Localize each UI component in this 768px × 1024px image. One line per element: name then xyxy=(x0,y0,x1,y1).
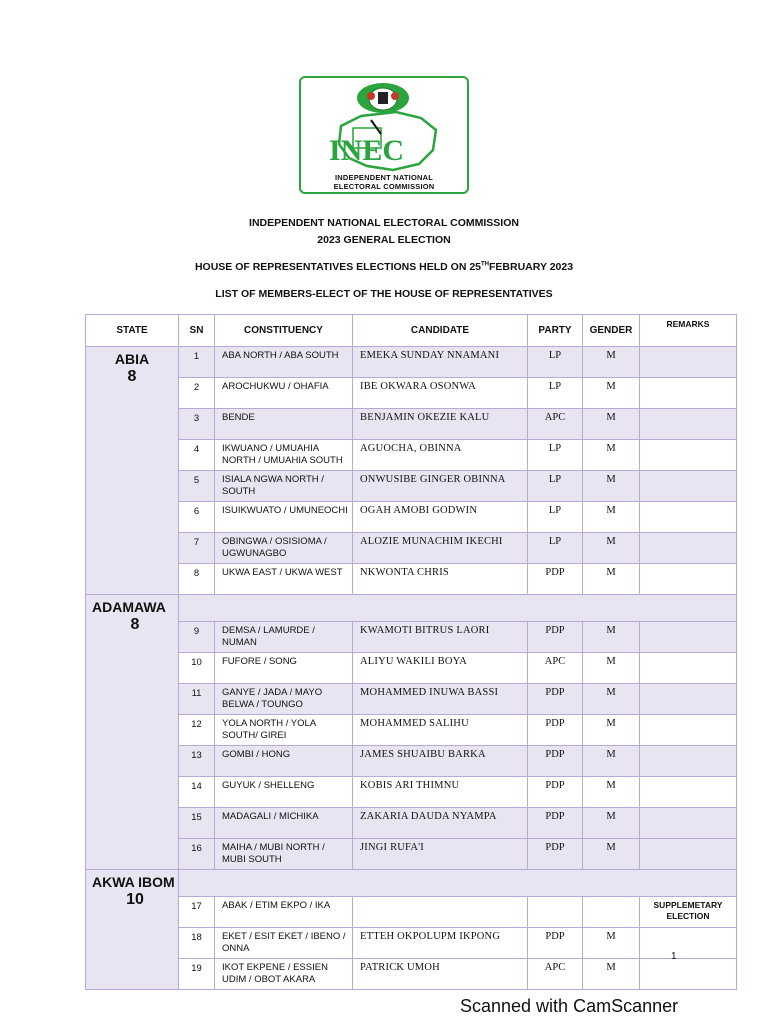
gender-cell: M xyxy=(583,808,640,839)
party-cell: LP xyxy=(528,502,583,533)
heading-list-title: LIST OF MEMBERS-ELECT OF THE HOUSE OF REPRESENTATIVES xyxy=(215,288,553,300)
table-row xyxy=(86,777,737,808)
sn-cell: 3 xyxy=(179,409,215,440)
sn-cell: 4 xyxy=(179,440,215,471)
constituency-cell: EKET / ESIT EKET / IBENO / ONNA xyxy=(215,928,353,959)
sn-cell: 15 xyxy=(179,808,215,839)
gender-cell: M xyxy=(583,440,640,471)
constituency-cell: MAIHA / MUBI NORTH / MUBI SOUTH xyxy=(215,839,353,870)
remarks-cell xyxy=(640,440,737,471)
party-cell: APC xyxy=(528,959,583,990)
sn-cell: 6 xyxy=(179,502,215,533)
subtitle-post: FEBRUARY 2023 xyxy=(489,261,574,273)
remarks-cell: SUPPLEMETARY ELECTION xyxy=(640,897,737,928)
remarks-cell xyxy=(640,378,737,409)
remarks-cell xyxy=(640,622,737,653)
table-header-row xyxy=(86,315,737,347)
remarks-cell xyxy=(640,959,737,990)
party-cell: APC xyxy=(528,653,583,684)
empty-cell xyxy=(179,595,737,622)
remarks-cell xyxy=(640,746,737,777)
candidate-cell xyxy=(353,897,528,928)
table-row xyxy=(86,471,737,502)
constituency-cell: MADAGALI / MICHIKA xyxy=(215,808,353,839)
heading-org: INDEPENDENT NATIONAL ELECTORAL COMMISSION xyxy=(249,217,519,229)
constituency-cell: BENDE xyxy=(215,409,353,440)
state-name: AKWA IBOM xyxy=(92,874,175,890)
constituency-cell: IKOT EKPENE / ESSIEN UDIM / OBOT AKARA xyxy=(215,959,353,990)
candidate-cell: IBE OKWARA OSONWA xyxy=(353,378,528,409)
constituency-cell: ABA NORTH / ABA SOUTH xyxy=(215,347,353,378)
candidate-cell: AGUOCHA, OBINNA xyxy=(353,440,528,471)
state-name: ABIA xyxy=(114,351,150,367)
candidate-cell: JINGI RUFA'I xyxy=(353,839,528,870)
candidate-cell: MOHAMMED SALIHU xyxy=(353,715,528,746)
remarks-cell xyxy=(640,502,737,533)
subtitle-sup: TH xyxy=(481,261,490,268)
state-cell xyxy=(86,347,179,595)
logo-line-2: ELECTORAL COMMISSION xyxy=(333,182,435,191)
remarks-cell xyxy=(640,928,737,959)
constituency-cell: FUFORE / SONG xyxy=(215,653,353,684)
constituency-cell: ABAK / ETIM EKPO / IKA xyxy=(215,897,353,928)
candidate-cell: KOBIS ARI THIMNU xyxy=(353,777,528,808)
state-cell xyxy=(86,870,179,990)
party-cell: PDP xyxy=(528,684,583,715)
table-row xyxy=(86,440,737,471)
constituency-cell: UKWA EAST / UKWA WEST xyxy=(215,564,353,595)
gender-cell: M xyxy=(583,959,640,990)
party-cell: PDP xyxy=(528,564,583,595)
constituency-cell: GOMBI / HONG xyxy=(215,746,353,777)
table-row xyxy=(86,653,737,684)
party-cell: LP xyxy=(528,471,583,502)
party-cell: PDP xyxy=(528,777,583,808)
remarks-cell xyxy=(640,777,737,808)
sn-cell: 8 xyxy=(179,564,215,595)
state-name: ADAMAWA xyxy=(92,599,166,615)
table-row xyxy=(86,839,737,870)
table-row xyxy=(86,959,737,990)
remarks-cell xyxy=(640,684,737,715)
gender-cell: M xyxy=(583,347,640,378)
remarks-cell xyxy=(640,808,737,839)
party-cell: PDP xyxy=(528,715,583,746)
col-gender: GENDER xyxy=(583,315,640,347)
logo-line-1: INDEPENDENT NATIONAL xyxy=(334,173,434,182)
state-seat-count: 8 xyxy=(127,368,137,385)
state-cell xyxy=(86,595,179,870)
party-cell: LP xyxy=(528,347,583,378)
constituency-cell: GUYUK / SHELLENG xyxy=(215,777,353,808)
table-row xyxy=(86,533,737,564)
gender-cell: M xyxy=(583,409,640,440)
gender-cell: M xyxy=(583,777,640,808)
party-cell: LP xyxy=(528,378,583,409)
sn-cell: 19 xyxy=(179,959,215,990)
table-row xyxy=(86,746,737,777)
party-cell: PDP xyxy=(528,622,583,653)
table-body xyxy=(86,347,737,990)
sn-cell: 12 xyxy=(179,715,215,746)
remarks-cell xyxy=(640,839,737,870)
remarks-cell xyxy=(640,533,737,564)
state-seat-count: 10 xyxy=(126,891,144,908)
remarks-cell xyxy=(640,564,737,595)
candidate-cell: ETTEH OKPOLUPM IKPONG xyxy=(353,928,528,959)
sn-cell: 11 xyxy=(179,684,215,715)
table-row xyxy=(86,622,737,653)
candidate-cell: ALOZIE MUNACHIM IKECHI xyxy=(353,533,528,564)
candidate-cell: BENJAMIN OKEZIE KALU xyxy=(353,409,528,440)
sn-cell: 5 xyxy=(179,471,215,502)
candidate-cell: MOHAMMED INUWA BASSI xyxy=(353,684,528,715)
sn-cell: 13 xyxy=(179,746,215,777)
table-row xyxy=(86,715,737,746)
col-state: STATE xyxy=(86,315,179,347)
party-cell: PDP xyxy=(528,839,583,870)
candidate-cell: ALIYU WAKILI BOYA xyxy=(353,653,528,684)
sn-cell: 14 xyxy=(179,777,215,808)
table-row xyxy=(86,347,737,378)
gender-cell: M xyxy=(583,746,640,777)
remarks-cell xyxy=(640,715,737,746)
col-remarks: REMARKS xyxy=(640,315,737,347)
empty-cell xyxy=(179,870,737,897)
table-row xyxy=(86,928,737,959)
gender-cell: M xyxy=(583,653,640,684)
table-row xyxy=(86,808,737,839)
constituency-cell: ISIALA NGWA NORTH / SOUTH xyxy=(215,471,353,502)
gender-cell: M xyxy=(583,564,640,595)
members-elect-table xyxy=(85,314,737,990)
state-seat-count: 8 xyxy=(130,616,140,633)
table-row xyxy=(86,409,737,440)
constituency-cell: DEMSA / LAMURDE / NUMAN xyxy=(215,622,353,653)
gender-cell: M xyxy=(583,502,640,533)
constituency-cell: GANYE / JADA / MAYO BELWA / TOUNGO xyxy=(215,684,353,715)
col-sn: SN xyxy=(179,315,215,347)
sn-cell: 9 xyxy=(179,622,215,653)
candidate-cell: ONWUSIBE GINGER OBINNA xyxy=(353,471,528,502)
candidate-cell: ZAKARIA DAUDA NYAMPA xyxy=(353,808,528,839)
heading-subtitle xyxy=(0,261,768,273)
constituency-cell: ISUIKWUATO / UMUNEOCHI xyxy=(215,502,353,533)
table-row xyxy=(86,378,737,409)
remarks-cell xyxy=(640,409,737,440)
sn-cell: 10 xyxy=(179,653,215,684)
gender-cell: M xyxy=(583,684,640,715)
party-cell: PDP xyxy=(528,808,583,839)
remarks-cell xyxy=(640,653,737,684)
table-row xyxy=(86,897,737,928)
svg-text:INEC: INEC xyxy=(329,134,405,167)
party-cell: APC xyxy=(528,409,583,440)
gender-cell: M xyxy=(583,378,640,409)
subtitle-pre: HOUSE OF REPRESENTATIVES ELECTIONS HELD ON 25 xyxy=(194,261,482,273)
table-row xyxy=(86,502,737,533)
gender-cell: M xyxy=(583,471,640,502)
constituency-cell: YOLA NORTH / YOLA SOUTH/ GIREI xyxy=(215,715,353,746)
gender-cell: M xyxy=(583,928,640,959)
party-cell: PDP xyxy=(528,928,583,959)
candidate-cell: OGAH AMOBI GODWIN xyxy=(353,502,528,533)
party-cell: LP xyxy=(528,440,583,471)
remarks-cell xyxy=(640,471,737,502)
col-candidate: CANDIDATE xyxy=(353,315,528,347)
sn-cell: 2 xyxy=(179,378,215,409)
sn-cell: 1 xyxy=(179,347,215,378)
constituency-cell: AROCHUKWU / OHAFIA xyxy=(215,378,353,409)
gender-cell: M xyxy=(583,715,640,746)
constituency-cell: OBINGWA / OSISIOMA / UGWUNAGBO xyxy=(215,533,353,564)
col-party: PARTY xyxy=(528,315,583,347)
candidate-cell: JAMES SHUAIBU BARKA xyxy=(353,746,528,777)
candidate-cell: KWAMOTI BITRUS LAORI xyxy=(353,622,528,653)
state-group-row xyxy=(86,870,737,897)
candidate-cell: PATRICK UMOH xyxy=(353,959,528,990)
party-cell: PDP xyxy=(528,746,583,777)
table-row xyxy=(86,564,737,595)
col-constituency: CONSTITUENCY xyxy=(215,315,353,347)
page-number: 1 xyxy=(671,951,677,962)
candidate-cell: EMEKA SUNDAY NNAMANI xyxy=(353,347,528,378)
gender-cell xyxy=(583,897,640,928)
sn-cell: 7 xyxy=(179,533,215,564)
party-cell xyxy=(528,897,583,928)
gender-cell: M xyxy=(583,622,640,653)
party-cell: LP xyxy=(528,533,583,564)
sn-cell: 18 xyxy=(179,928,215,959)
constituency-cell: IKWUANO / UMUAHIA NORTH / UMUAHIA SOUTH xyxy=(215,440,353,471)
sn-cell: 17 xyxy=(179,897,215,928)
sn-cell: 16 xyxy=(179,839,215,870)
gender-cell: M xyxy=(583,839,640,870)
table-row xyxy=(86,684,737,715)
heading-election: 2023 GENERAL ELECTION xyxy=(317,234,451,246)
candidate-cell: NKWONTA CHRIS xyxy=(353,564,528,595)
scanner-watermark: Scanned with CamScanner xyxy=(460,996,679,1016)
state-group-row xyxy=(86,595,737,622)
gender-cell: M xyxy=(583,533,640,564)
remarks-cell xyxy=(640,347,737,378)
inec-logo xyxy=(299,76,469,194)
